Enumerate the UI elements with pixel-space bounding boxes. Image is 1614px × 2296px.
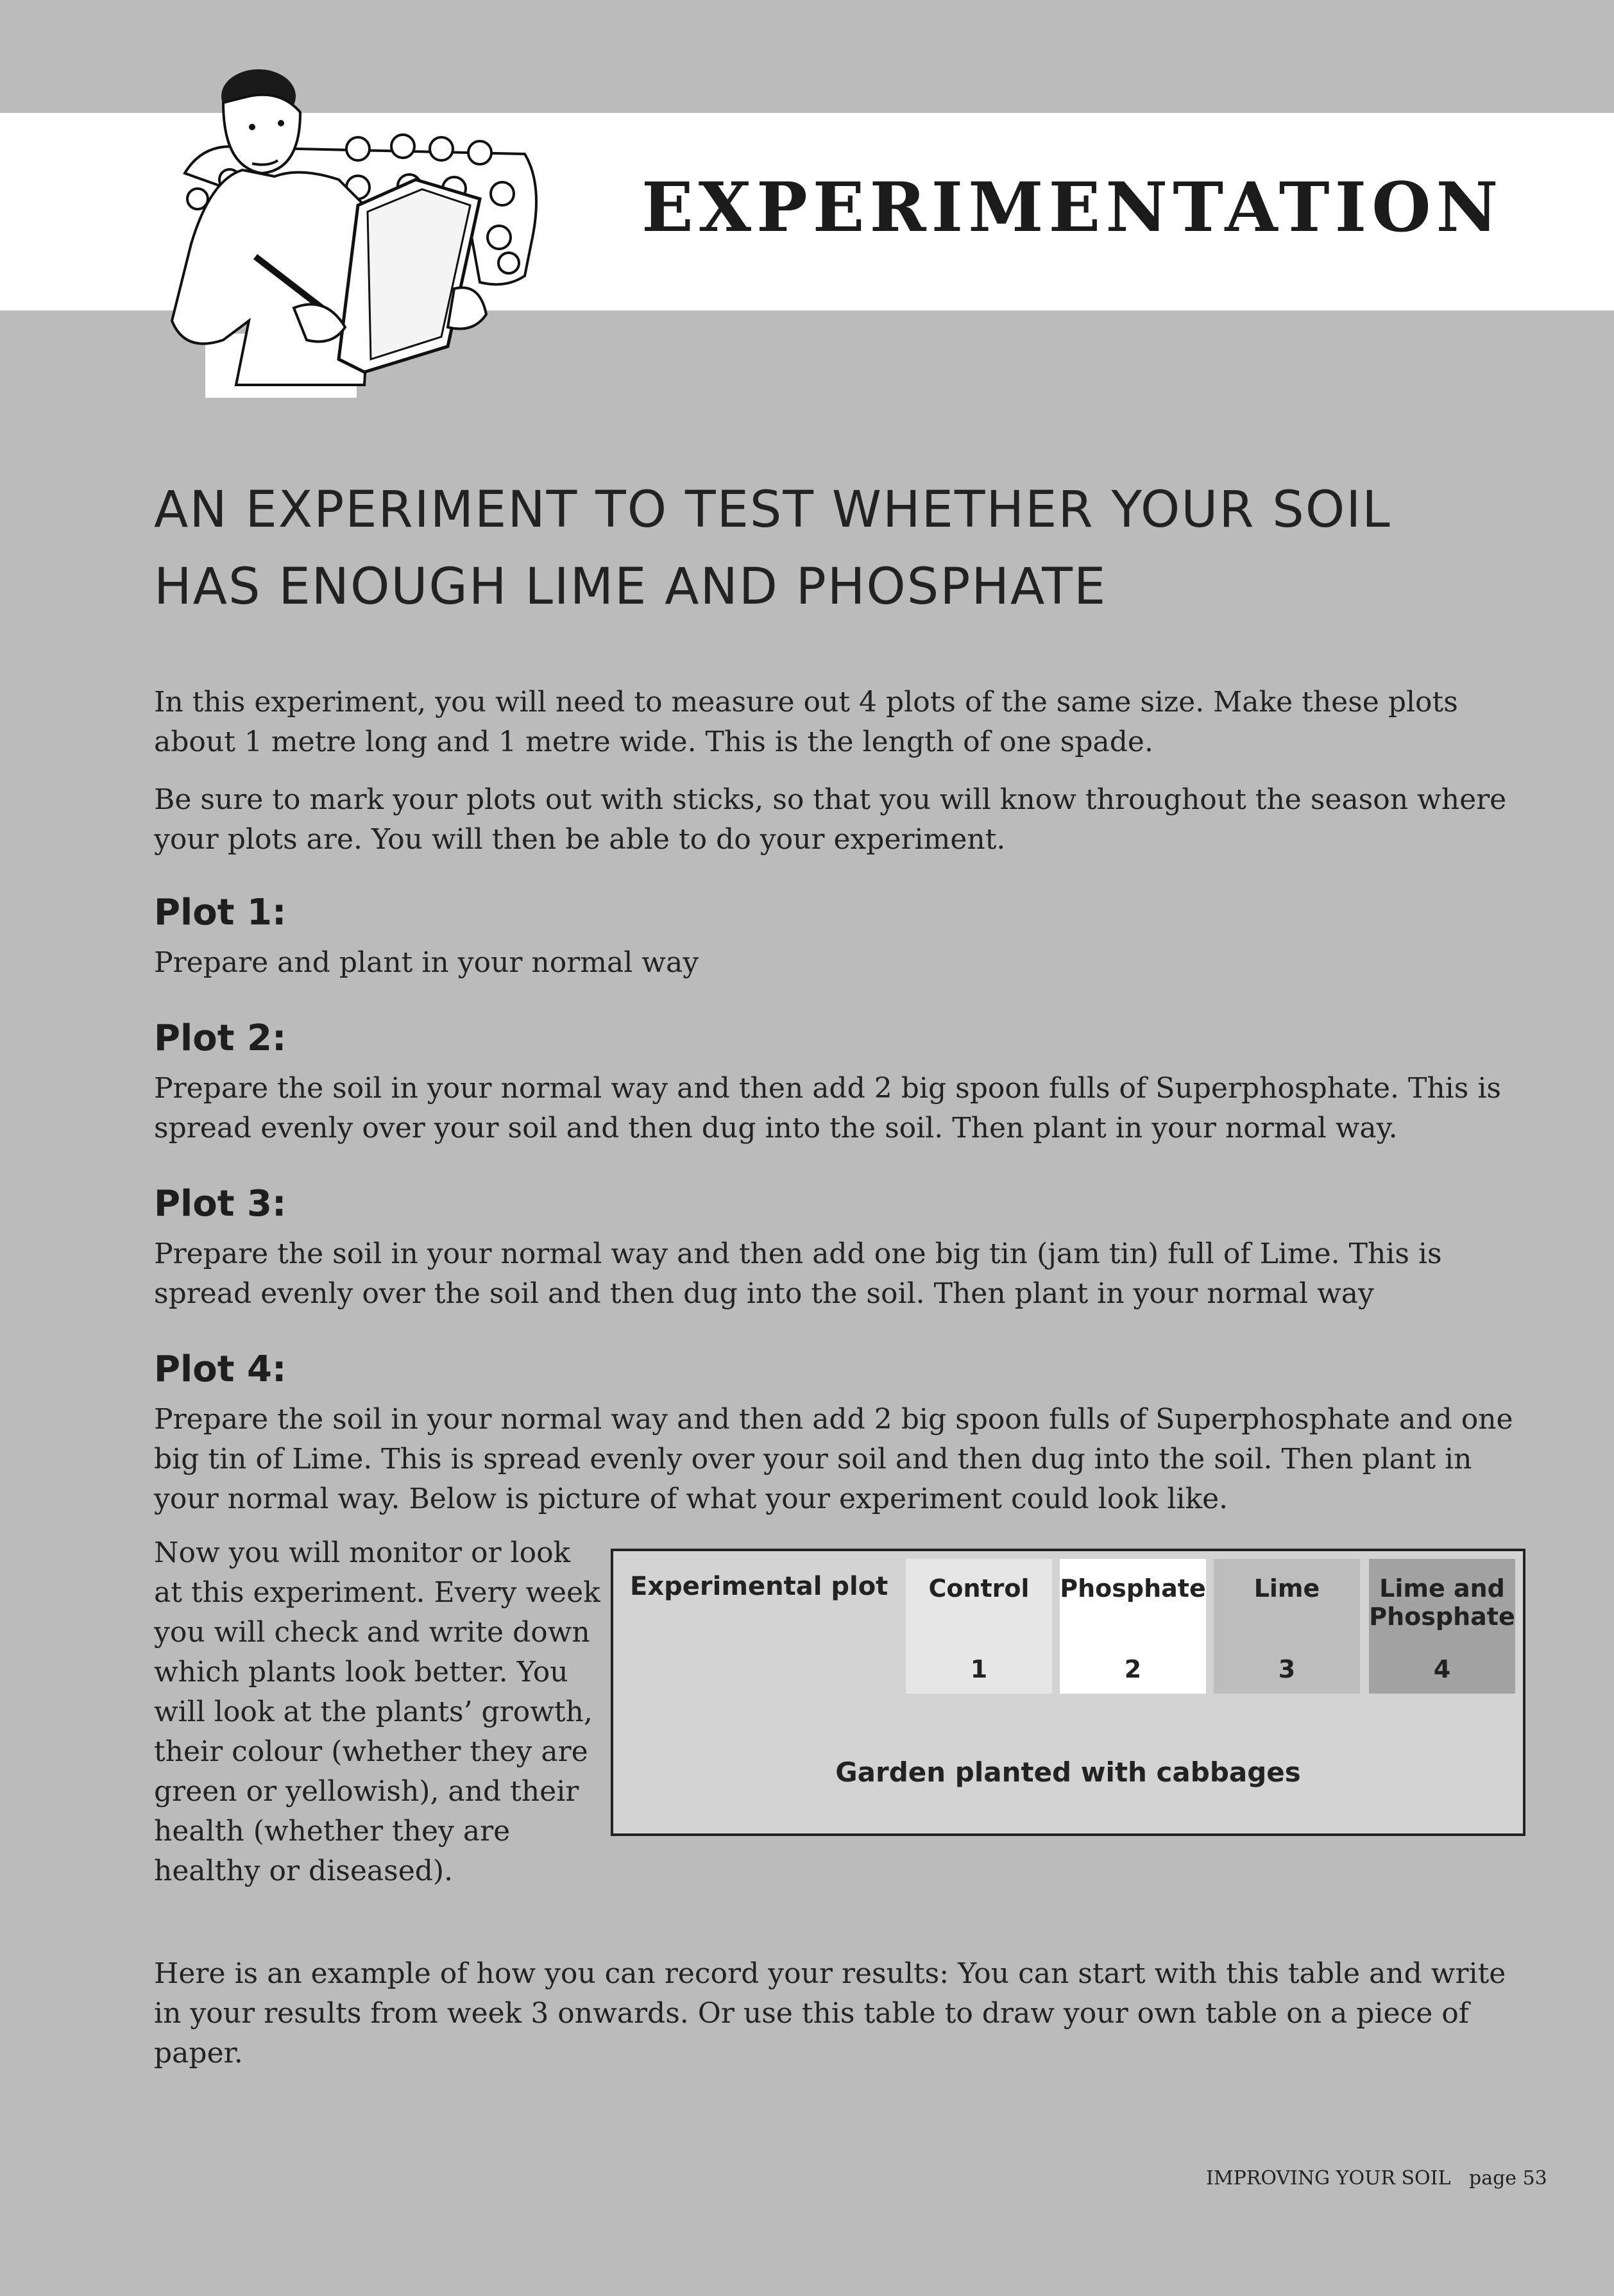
- plot-2-heading: Plot 2:: [154, 1017, 287, 1059]
- experimental-plot-diagram: [611, 1549, 1525, 1836]
- diagram-garden-label: Garden planted with cabbages: [835, 1756, 1301, 1788]
- diagram-plot-name: Lime: [1253, 1574, 1320, 1603]
- page-title: [154, 472, 1540, 625]
- header-title: EXPERIMENTATION: [641, 167, 1504, 247]
- plot-1-text: Prepare and plant in your normal way: [154, 946, 699, 979]
- diagram-plot-1: [906, 1559, 1052, 1694]
- page-footer: [1206, 2167, 1547, 2190]
- plot-2-text: Prepare the soil in your normal way and then add 2 big spoon fulls of Superphosphate. This is spread evenly over your soil and then dug into the soil. Then plant in your normal way.: [154, 1072, 1501, 1144]
- diagram-plot-4: [1369, 1559, 1515, 1694]
- diagram-row-label: Experimental plot: [630, 1572, 888, 1601]
- diagram-plot-number: 4: [1433, 1655, 1451, 1683]
- page-title-line-1: AN EXPERIMENT TO TEST WHETHER YOUR SOIL: [154, 481, 1391, 539]
- diagram-plot-name: Phosphate: [1060, 1574, 1206, 1603]
- plot-4-text: Prepare the soil in your normal way and then add 2 big spoon fulls of Superphosphate and one big tin of Lime. This is spread evenly over your soil and then dug into the soil. Then plant in your normal way. Below is picture of what your experiment could look like.: [154, 1403, 1513, 1515]
- diagram-plot-name: Lime and Phosphate: [1369, 1574, 1515, 1631]
- plot-3-text: Prepare the soil in your normal way and then add one big tin (jam tin) full of Lime. This is spread evenly over the soil and then dug into the soil. Then plant in your normal way: [154, 1237, 1442, 1310]
- footer-page-number: page 53: [1469, 2167, 1547, 2190]
- diagram-plot-name: Control: [928, 1574, 1030, 1603]
- diagram-plot-3: [1214, 1559, 1360, 1694]
- monitor-paragraph: Now you will monitor or look at this experiment. Every week you will check and write down which plants look better. You will look at the plants’ growth, their colour (whether they are green or yellowish), and their health (whether they are healthy or diseased).: [154, 1536, 600, 1887]
- page-title-line-2: HAS ENOUGH LIME AND PHOSPHATE: [154, 558, 1107, 616]
- plot-1-heading: Plot 1:: [154, 892, 287, 933]
- diagram-plot-number: 1: [970, 1655, 988, 1683]
- diagram-plot-2: [1060, 1559, 1206, 1694]
- diagram-plot-number: 2: [1124, 1655, 1142, 1683]
- intro-paragraph-2: Be sure to mark your plots out with sticks, so that you will know throughout the season where your plots are. You will then be able to do your experiment.: [154, 783, 1507, 856]
- person-writing-on-clipboard-in-garden-icon: [146, 51, 557, 398]
- closing-paragraph: Here is an example of how you can record your results: You can start with this table and write in your results from week 3 onwards. Or use this table to draw your own table on a piece of paper.: [154, 1957, 1506, 2070]
- diagram-plot-number: 3: [1278, 1655, 1296, 1683]
- intro-paragraph-1: In this experiment, you will need to measure out 4 plots of the same size. Make these plots about 1 metre long and 1 metre wide. This is the length of one spade.: [154, 686, 1458, 758]
- plot-3-heading: Plot 3:: [154, 1183, 287, 1225]
- plot-4-heading: Plot 4:: [154, 1348, 287, 1390]
- footer-section: IMPROVING YOUR SOIL: [1206, 2167, 1451, 2190]
